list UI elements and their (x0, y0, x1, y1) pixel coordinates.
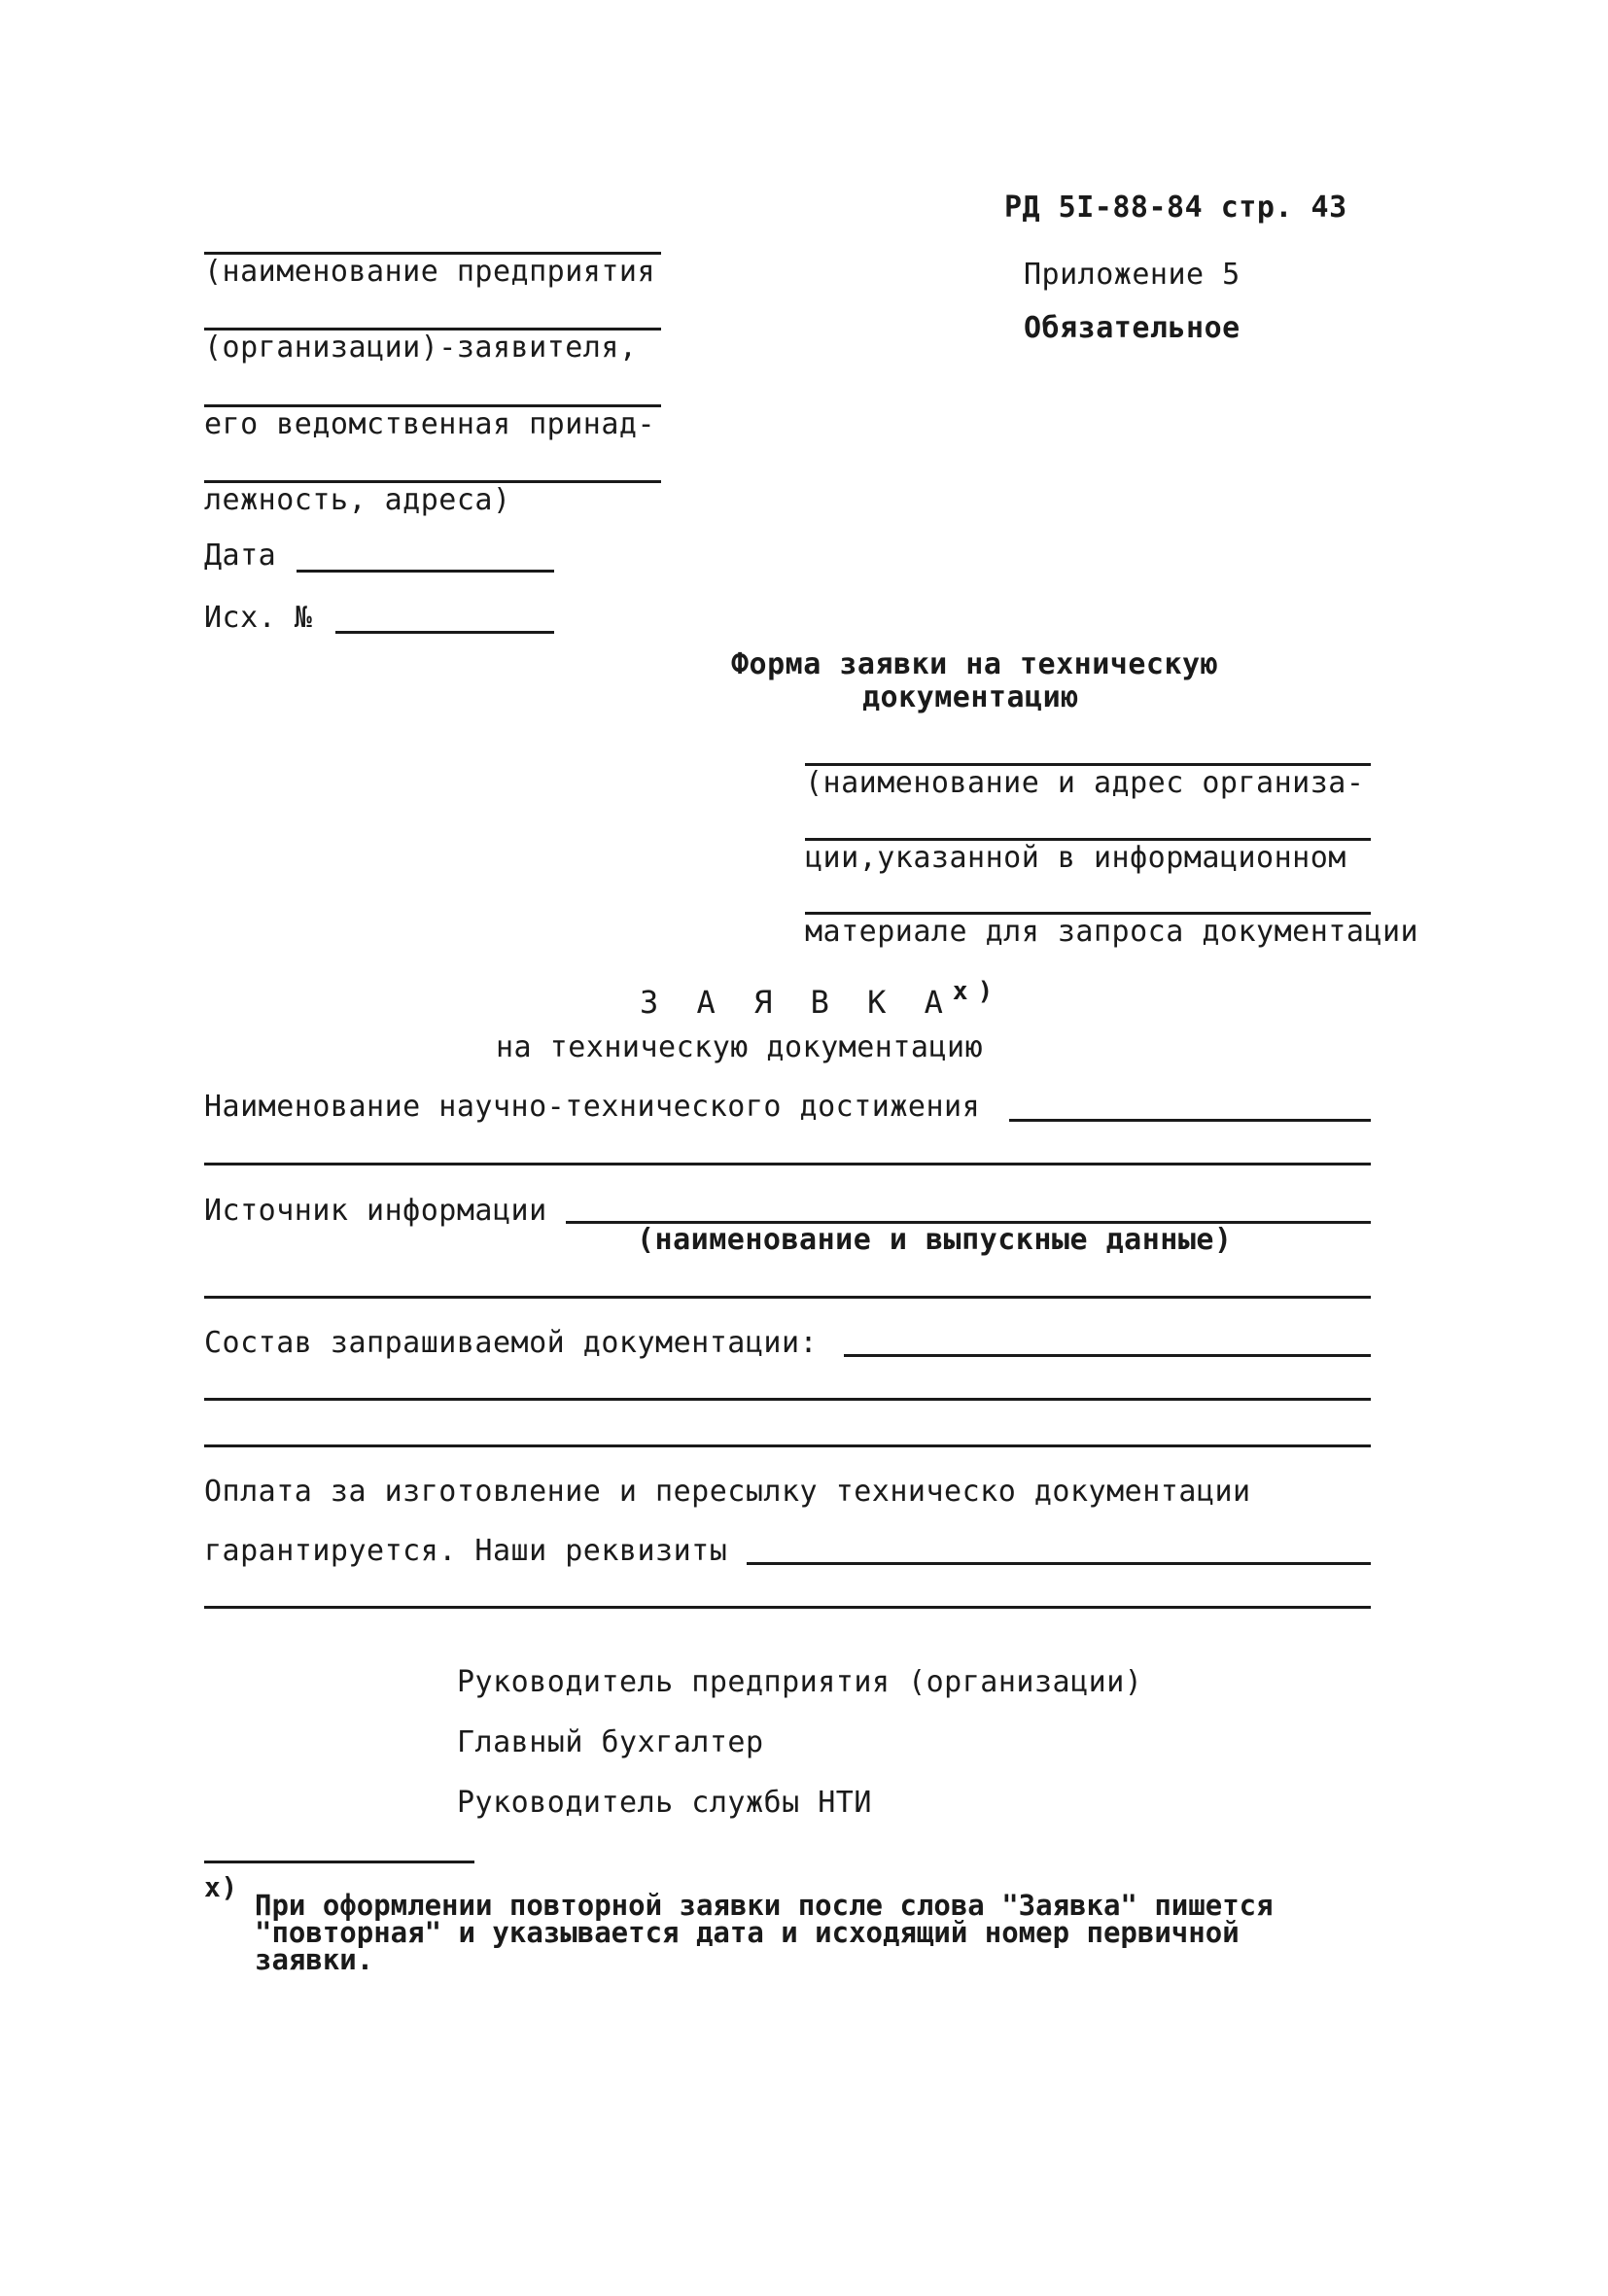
requisites-field-line (747, 1562, 1371, 1565)
request-subtitle: на техническую документацию (496, 1030, 984, 1064)
footnote-separator (204, 1861, 474, 1863)
appendix-number: Приложение 5 (1024, 258, 1241, 292)
footnote-mark: x) (204, 1871, 238, 1903)
applicant-caption-2: (организации)-заявителя, (204, 330, 638, 365)
applicant-caption-1: (наименование предприятия (204, 255, 656, 289)
achievement-field-line (1009, 1119, 1371, 1122)
source-label: Источник информации (204, 1194, 547, 1228)
documents-field-line (844, 1354, 1371, 1357)
request-title-text: З А Я В К А (640, 984, 953, 1021)
documents-field-line-3 (204, 1444, 1371, 1447)
document-reference: РД 5I-88-84 стр. 43 (1004, 191, 1347, 225)
date-field-line (297, 570, 554, 573)
payment-text-line-1: Оплата за изготовление и пересылку техническо документации (204, 1475, 1251, 1509)
achievement-field-line-2 (204, 1163, 1371, 1165)
outgoing-number-label: Исх. № (204, 601, 313, 635)
footnote-line-1: При оформлении повторной заявки после слова "Заявка" пишется (255, 1889, 1274, 1922)
source-field-line-2 (204, 1296, 1371, 1299)
signature-nti-head: Руководитель службы НТИ (457, 1786, 872, 1820)
applicant-caption-3: его ведомственная принад- (204, 407, 656, 441)
date-label: Дата (204, 539, 277, 573)
signature-head: Руководитель предприятия (организации) (457, 1665, 1143, 1699)
documents-field-line-2 (204, 1398, 1371, 1401)
form-title-line-1: Форма заявки на техническую (731, 647, 1219, 681)
request-title-footnote-mark: x) (952, 977, 1003, 1006)
form-title-line-2: документацию (862, 680, 1079, 714)
signature-accountant: Главный бухгалтер (457, 1725, 764, 1759)
achievement-label: Наименование научно-технического достижения (204, 1090, 981, 1124)
footnote-line-2: "повторная" и указывается дата и исходящий номер первичной (255, 1916, 1240, 1949)
source-hint: (наименование и выпускные данные) (637, 1223, 1233, 1257)
recipient-caption-2: ции,указанной в информационном (805, 841, 1346, 875)
requisites-field-line-2 (204, 1606, 1371, 1609)
request-title (640, 977, 1003, 1023)
recipient-caption-3: материале для запроса документации (805, 915, 1419, 949)
appendix-status: Обязательное (1024, 311, 1241, 345)
recipient-caption-1: (наименование и адрес организа- (805, 766, 1365, 800)
footnote-line-3: заявки. (255, 1943, 374, 1976)
applicant-caption-4: лежность, адреса) (204, 483, 511, 517)
documents-label: Состав запрашиваемой документации: (204, 1326, 819, 1360)
outgoing-number-field-line (335, 631, 554, 634)
payment-text-line-2: гарантируется. Наши реквизиты (204, 1534, 728, 1568)
